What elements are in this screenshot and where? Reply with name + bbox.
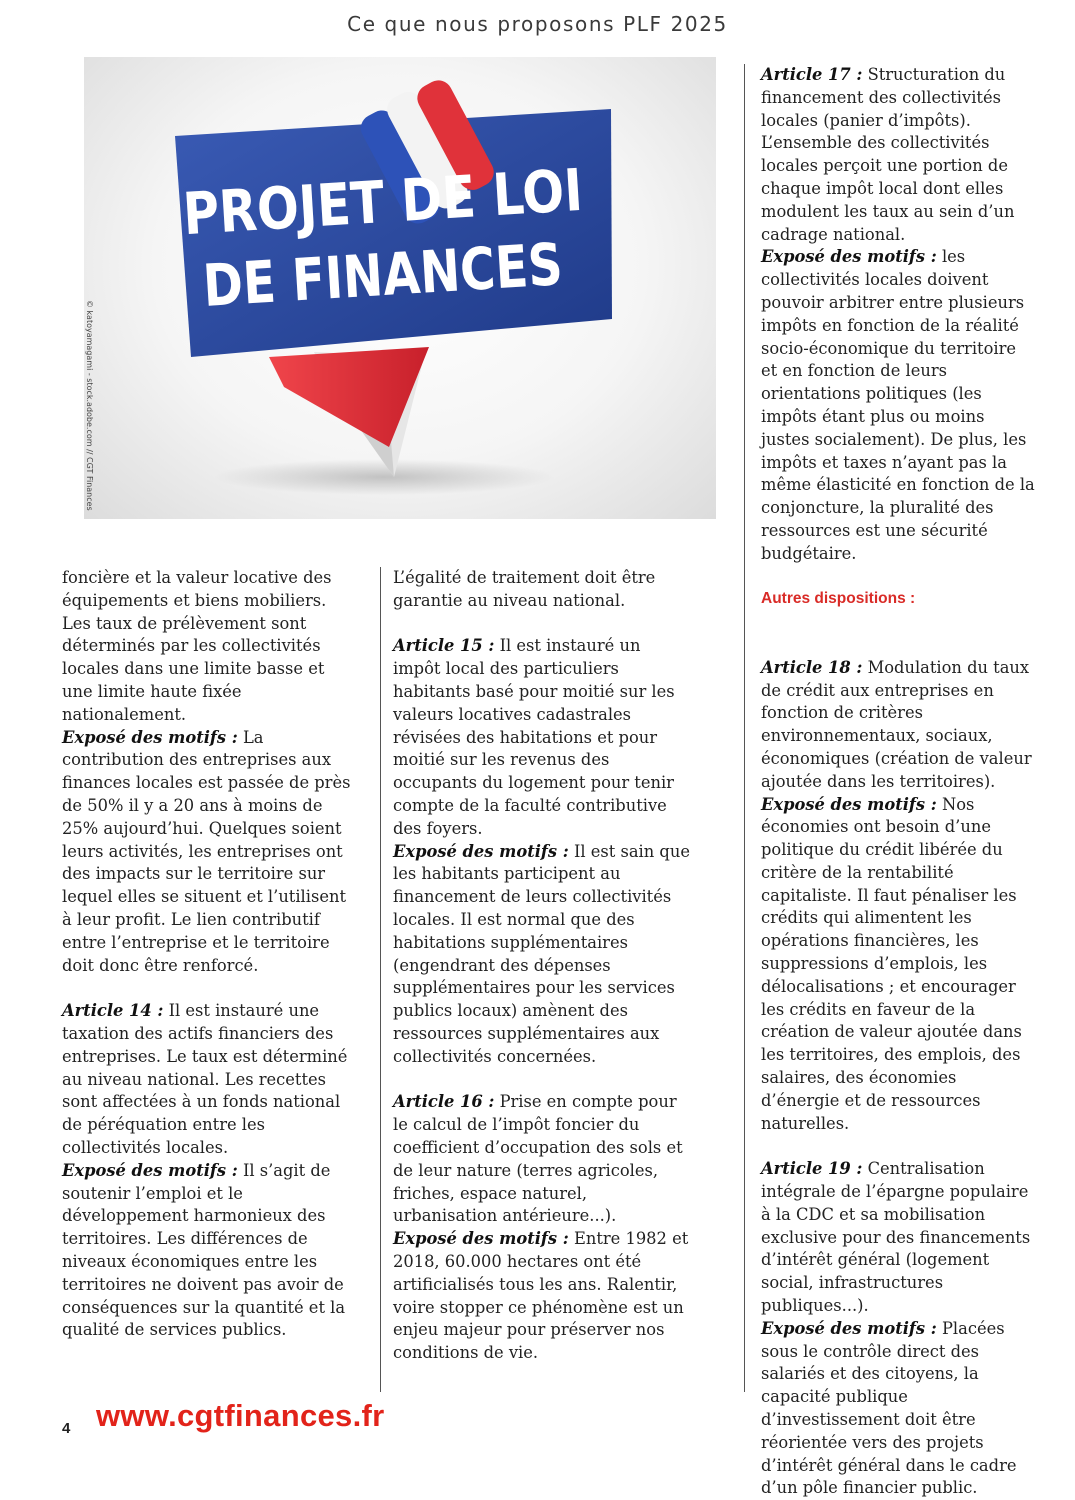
column-divider-right <box>744 64 745 1392</box>
paragraph-text: Il est instauré un impôt local des particuliers habitants basé pour moitié sur les valeurs locatives cadastrales révisées des habitations et pour moitié sur les revenus des occupants du logement pour tenir compte de la faculté contributive des foyers. <box>393 636 675 838</box>
article-paragraph <box>761 1318 1036 1500</box>
paragraph-label: Exposé des motifs : <box>761 247 937 267</box>
paragraph-label: Article 15 : <box>393 636 495 656</box>
paragraph-label: Article 14 : <box>62 1001 164 1021</box>
hero-illustration <box>84 57 716 519</box>
body-paragraph <box>62 567 352 727</box>
paragraph-text: Il s’agit de soutenir l’emploi et le développement harmonieux des territoires. Les différences de niveaux économiques entre les territoires ne doivent pas avoir de conséquences sur la quantité et la qualité de services publics. <box>62 1160 346 1340</box>
paragraph-text: Placées sous le contrôle direct des salariés et des citoyens, la capacité publique d’investissement doit être réorientée vers des projets d’intérêt général dans le cadre d’un pôle financier public. <box>761 1318 1017 1498</box>
paragraph-spacer <box>393 613 693 636</box>
article-paragraph <box>393 1228 693 1365</box>
paragraph-spacer <box>761 1135 1036 1158</box>
page-number: 4 <box>62 1420 71 1437</box>
paragraph-text: Centralisation intégrale de l’épargne populaire à la CDC et sa mobilisation exclusive pour des financements d’intérêt général (logement social, infrastructures publiques...). <box>761 1159 1031 1316</box>
paragraph-label: Exposé des motifs : <box>62 727 238 747</box>
paragraph-text: les collectivités locales doivent pouvoir arbitrer entre plusieurs impôts en fonction de la réalité socio-économique du territoire et en fonction de leurs orientations politiques (les impôts étant plus ou moins justes socialement). De plus, les impôts et taxes n’ayant pas la même élasticité en fonction de la conjoncture, la pluralité des ressources est une sécurité budgétaire. <box>761 247 1035 563</box>
column-divider-left <box>380 567 381 1392</box>
paragraph-label: Article 18 : <box>761 657 863 677</box>
paragraph-label: Exposé des motifs : <box>393 1229 569 1249</box>
paragraph-text: Nos économies ont besoin d’une politique du crédit libérée du critère de la rentabilité capitaliste. Il faut pénaliser les crédits qui alimentent les opérations financières, les suppressions d’emplois, les délocalisations ; et encourager les crédits en faveur de la création de valeur ajoutée dans les territoires, des emplois, des salaires, des économies d’énergie et de ressources naturelles. <box>761 794 1022 1133</box>
paragraph-label: Exposé des motifs : <box>761 794 937 814</box>
floor-shadow <box>214 459 554 495</box>
article-paragraph <box>62 1160 352 1342</box>
paragraph-label: Exposé des motifs : <box>62 1160 238 1180</box>
paragraph-text: Entre 1982 et 2018, 60.000 hectares ont été artificialisés tous les ans. Ralentir, voire stopper ce phénomène est un enjeu majeur pour préserver nos conditions de vie. <box>393 1229 689 1363</box>
article-paragraph <box>393 635 693 840</box>
article-paragraph <box>761 246 1036 565</box>
paragraph-text: La contribution des entreprises aux finances locales est passée de près de 50% il y a 20 ans à moins de 25% aujourd’hui. Quelques soient leurs activités, les entreprises ont des impacts sur le territoire sur lequel elles se situent et l’utilisent à leur profit. Le lien contributif entre l’entreprise et le territoire doit donc être renforcé. <box>62 727 351 975</box>
paragraph-text: Il est sain que les habitants participent au financement de leurs collectivités locales. Il est normal que des habitations supplémentaires (engendrant des dépenses supplémentaires pour les services publics locaux) amènent des ressources supplémentaires aux collectivités concernées. <box>393 841 690 1066</box>
paragraph-label: Article 19 : <box>761 1159 863 1179</box>
article-paragraph <box>761 64 1036 246</box>
text-column-right <box>761 64 1036 1500</box>
paragraph-label: Article 16 : <box>393 1092 495 1112</box>
paragraph-spacer <box>62 977 352 1000</box>
paragraph-text: Structuration du financement des collectivités locales (panier d’impôts). L’ensemble des collectivités locales perçoit une portion de chaque impôt local dont elles modulent les taux au sein d’un cadrage national. <box>761 65 1015 244</box>
paragraph-text: Prise en compte pour le calcul de l’impôt foncier du coefficient d’occupation des sols et de leur nature (terres agricoles, friches, espace naturel, urbanisation antérieure...). <box>393 1092 683 1226</box>
paragraph-label: Article 17 : <box>761 65 863 84</box>
photo-credit: © katoyamagami - stock.adobe.com // CGT Finances <box>85 300 94 511</box>
article-paragraph <box>62 727 352 978</box>
page-header-title: Ce que nous proposons PLF 2025 <box>347 12 728 36</box>
paragraph-text: Modulation du taux de crédit aux entreprises en fonction de critères environnementaux, sociaux, économiques (création de valeur ajoutée dans les territoires). <box>761 657 1032 791</box>
article-paragraph <box>761 1158 1036 1318</box>
article-paragraph <box>393 841 693 1069</box>
paragraph-spacer <box>393 1069 693 1092</box>
article-paragraph <box>761 657 1036 794</box>
paragraph-label: Exposé des motifs : <box>393 841 569 861</box>
paragraph-text: L’égalité de traitement doit être garantie au niveau national. <box>393 568 656 610</box>
body-paragraph <box>393 567 693 613</box>
hero-graphic <box>84 57 716 519</box>
article-paragraph <box>393 1091 693 1228</box>
paragraph-spacer <box>761 634 1036 657</box>
banner-line2: DE FINANCES <box>201 225 640 320</box>
paragraph-label: Exposé des motifs : <box>761 1318 937 1338</box>
article-paragraph <box>761 794 1036 1136</box>
paragraph-text: foncière et la valeur locative des équipements et biens mobiliers. Les taux de prélèvement sont déterminés par les collectivités locales dans une limite basse et une limite haute fixée nationalement. <box>62 568 332 724</box>
text-column-middle <box>393 567 693 1365</box>
paragraph-text: Il est instauré une taxation des actifs financiers des entreprises. Le taux est déterminé au niveau national. Les recettes sont affectées à un fonds national de péréquation entre les collectivités locales. <box>62 1001 348 1157</box>
article-paragraph <box>62 1000 352 1160</box>
other-provisions-heading: Autres dispositions : <box>761 590 916 608</box>
website-link[interactable]: www.cgtfinances.fr <box>96 1398 385 1433</box>
text-column-left <box>62 567 352 1342</box>
banner-line1: PROJET DE LOI <box>181 151 656 249</box>
